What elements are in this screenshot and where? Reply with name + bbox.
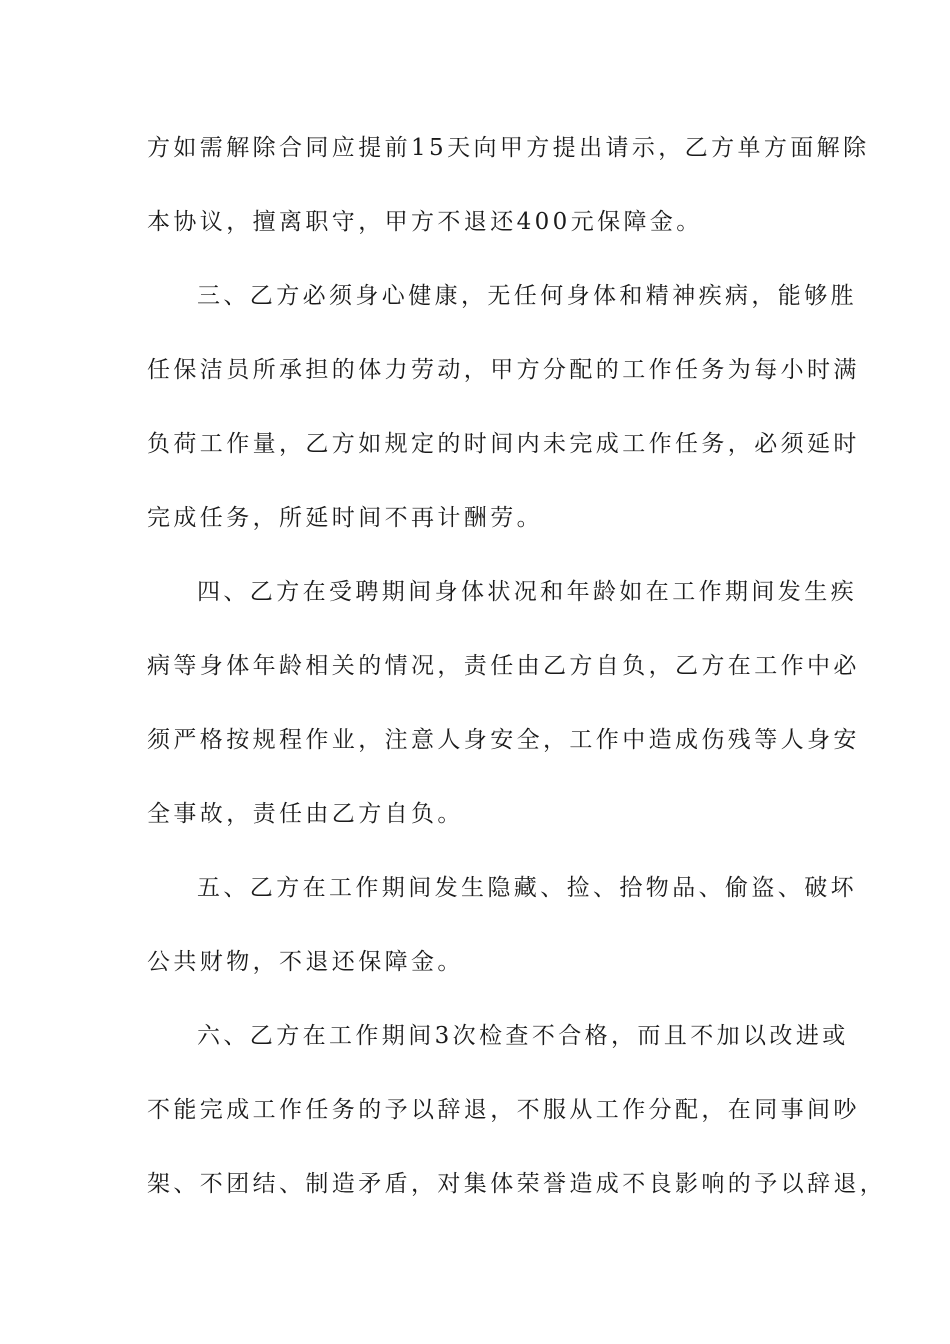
text-line: 方如需解除合同应提前15天向甲方提出请示，乙方单方面解除 [147, 135, 870, 161]
clause-6-start: 六、乙方在工作期间3次检查不合格，而且不加以改进或 [197, 1023, 849, 1049]
text-line: 公共财物，不退还保障金。 [147, 949, 464, 975]
text-line: 完成任务，所延时间不再计酬劳。 [147, 505, 543, 531]
document-body [147, 128, 887, 1238]
clause-3-start: 三、乙方必须身心健康，无任何身体和精神疾病，能够胜 [197, 283, 857, 309]
text-line: 须严格按规程作业，注意人身安全，工作中造成伤残等人身安 [147, 727, 860, 753]
text-line: 任保洁员所承担的体力劳动，甲方分配的工作任务为每小时满 [147, 357, 860, 383]
text-line: 全事故，责任由乙方自负。 [147, 801, 464, 827]
text-line: 不能完成工作任务的予以辞退，不服从工作分配，在同事间吵 [147, 1097, 860, 1123]
text-line: 本协议，擅离职守，甲方不退还400元保障金。 [147, 209, 703, 235]
text-line: 负荷工作量，乙方如规定的时间内未完成工作任务，必须延时 [147, 431, 860, 457]
clause-4-start: 四、乙方在受聘期间身体状况和年龄如在工作期间发生疾 [197, 579, 857, 605]
text-line: 病等身体年龄相关的情况，责任由乙方自负，乙方在工作中必 [147, 653, 860, 679]
text-line: 架、不团结、制造矛盾，对集体荣誉造成不良影响的予以辞退， [147, 1171, 887, 1197]
clause-5-start: 五、乙方在工作期间发生隐藏、捡、拾物品、偷盗、破坏 [197, 875, 857, 901]
